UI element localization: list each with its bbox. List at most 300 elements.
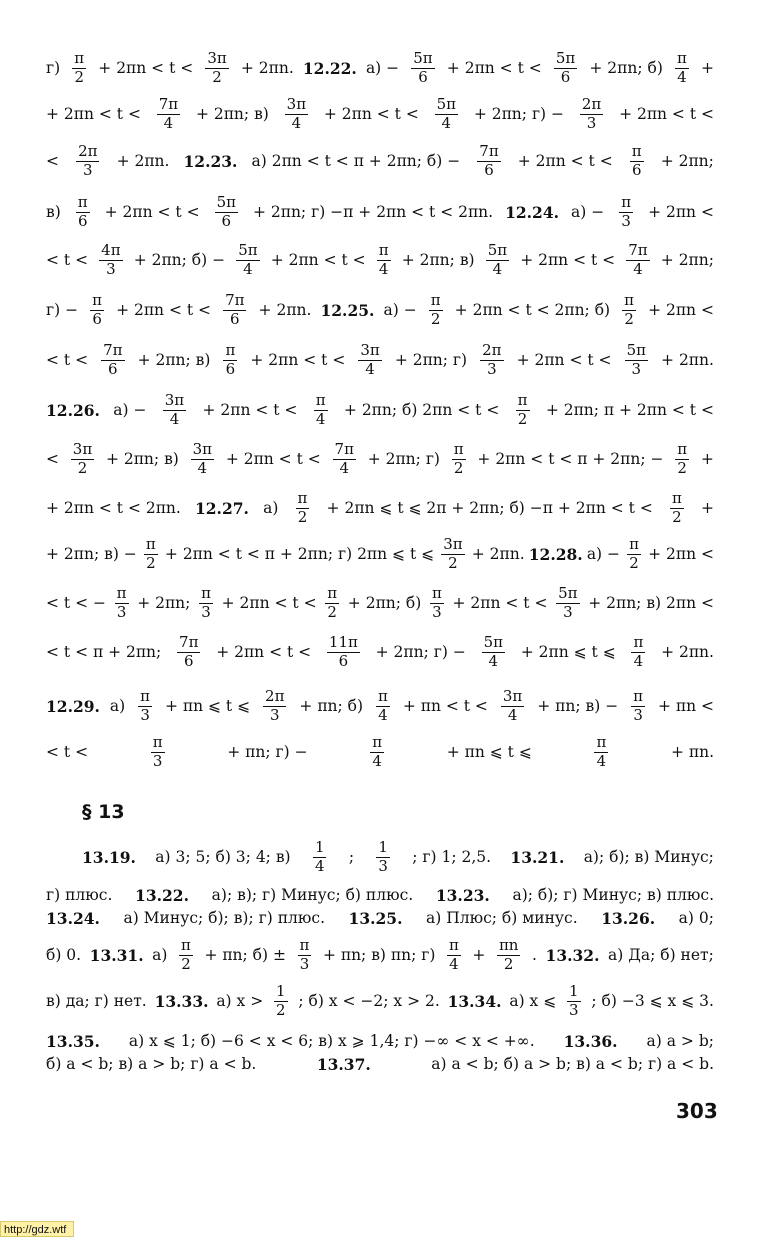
fraction — [477, 141, 500, 179]
fraction — [594, 732, 608, 770]
fraction-denominator: 2 — [629, 553, 639, 572]
problem-number: 13.35. — [46, 1031, 100, 1051]
text-segment: ; — [348, 848, 355, 866]
fraction-denominator: 3 — [140, 705, 150, 724]
text-segment: + 2πn; — [137, 594, 191, 612]
fraction-denominator: 2 — [181, 954, 191, 973]
fraction-numerator: π — [181, 935, 191, 954]
fraction — [298, 935, 312, 973]
fraction-denominator: 4 — [372, 751, 382, 770]
fraction — [76, 192, 90, 230]
fraction — [554, 48, 577, 86]
text-segment: + 2πn < t < — [516, 351, 612, 369]
text-segment: + 2πn < t < 2πn. — [46, 499, 181, 517]
fraction-numerator: π — [430, 290, 441, 309]
answer-line — [46, 92, 714, 136]
text-segment: + 2πn; в) — [195, 105, 269, 123]
answer-line — [46, 581, 714, 625]
fraction-denominator: 2 — [624, 309, 634, 328]
fraction — [101, 340, 124, 378]
answer-line — [46, 907, 714, 929]
fraction-denominator: 6 — [225, 359, 236, 378]
fraction — [191, 439, 214, 477]
text-segment: + 2πn. — [471, 545, 525, 563]
fraction — [179, 935, 193, 973]
fraction-numerator: π — [671, 488, 682, 507]
fraction — [263, 686, 286, 724]
fraction-numerator: π — [74, 48, 85, 67]
answer-line — [46, 730, 714, 774]
fraction — [163, 390, 186, 428]
problem-number: 13.25. — [348, 908, 403, 928]
fraction-denominator: 3 — [269, 705, 280, 724]
text-segment: а) 3; 5; б) 3; 4; в) — [155, 848, 291, 866]
fraction-numerator: π — [629, 534, 639, 553]
answer-line — [46, 139, 714, 183]
fraction — [151, 732, 165, 770]
fraction-denominator: 4 — [633, 259, 643, 278]
fraction-denominator: 4 — [378, 259, 389, 278]
fraction-numerator: 2π — [482, 340, 502, 359]
text-segment: + 2πn; в) 2πn < — [588, 594, 714, 612]
text-segment: + — [472, 946, 486, 964]
fraction-denominator: 4 — [378, 705, 388, 724]
fraction — [630, 141, 644, 179]
fraction-numerator: π — [621, 192, 632, 211]
fraction-numerator: 2π — [581, 94, 602, 113]
fraction-denominator: 3 — [299, 954, 310, 973]
text-segment: + 2πn < t < — [46, 105, 141, 123]
fraction-numerator: 7π — [628, 240, 648, 259]
fraction-numerator: π — [517, 390, 528, 409]
fraction-numerator: π — [448, 935, 459, 954]
fraction-denominator: 2 — [677, 458, 687, 477]
text-segment: + 2πn; π + 2πn < t < — [545, 401, 714, 419]
text-segment: а); б); г) Минус; в) плюс. — [512, 886, 714, 904]
fraction-numerator: 7π — [158, 94, 179, 113]
answer-line — [46, 684, 714, 728]
fraction — [631, 632, 645, 670]
answer-line — [46, 388, 714, 432]
fraction-numerator: 1 — [569, 981, 579, 1000]
fraction — [377, 240, 391, 278]
text-segment: + 2πn. — [661, 643, 714, 661]
fraction — [205, 48, 228, 86]
fraction-numerator: π — [624, 290, 635, 309]
fraction — [675, 48, 689, 86]
text-segment: + 2πn < t < — [323, 105, 419, 123]
fraction — [333, 439, 356, 477]
text-segment: < t < — [46, 351, 89, 369]
fraction-numerator: π — [596, 732, 607, 751]
fraction — [480, 340, 503, 378]
fraction-denominator: 4 — [197, 458, 208, 477]
fraction-denominator: 2 — [430, 309, 441, 328]
text-segment: + 2πn < t < — [270, 251, 366, 269]
text-segment: < t < π + 2πn; — [46, 643, 162, 661]
text-segment: + 2πn; в) − — [46, 545, 137, 563]
fraction-numerator: πn — [498, 935, 519, 954]
answer-line — [46, 238, 714, 282]
text-segment: + 2πn ⩽ t ⩽ — [520, 643, 616, 661]
text-segment: + 2πn; г) — [394, 351, 468, 369]
fraction-numerator: 5π — [626, 340, 646, 359]
fraction-numerator: 5π — [238, 240, 258, 259]
text-segment: + 2πn < t < — [520, 251, 616, 269]
text-segment: + 2πn < t < — [250, 351, 346, 369]
fraction-denominator: 6 — [108, 359, 118, 378]
fraction-numerator: π — [201, 583, 211, 602]
text-segment: < t < — [46, 251, 89, 269]
fraction-numerator: π — [315, 390, 326, 409]
fraction-denominator: 3 — [201, 602, 211, 621]
fraction — [314, 390, 328, 428]
text-segment: а) x ⩽ — [509, 992, 557, 1010]
fraction — [441, 534, 464, 572]
fraction-denominator: 6 — [183, 651, 194, 670]
fraction-numerator: 3π — [192, 439, 213, 458]
fraction-numerator: 5π — [555, 48, 576, 67]
text-segment: + — [700, 59, 714, 77]
fraction — [625, 340, 648, 378]
text-segment: а) Минус; б); в); г) плюс. — [123, 909, 325, 927]
text-segment: < — [46, 450, 59, 468]
fraction-denominator: 6 — [221, 211, 232, 230]
fraction-denominator: 6 — [77, 211, 88, 230]
problem-number: 13.19. — [82, 847, 136, 867]
fraction-denominator: 4 — [243, 259, 253, 278]
watermark-link[interactable]: http://gdz.wtf — [0, 1221, 74, 1237]
fraction-denominator: 3 — [378, 856, 388, 875]
problem-number: 12.25. — [320, 300, 375, 320]
text-segment: + 2πn < t < — [104, 203, 200, 221]
fraction-denominator: 3 — [586, 113, 597, 132]
fraction-denominator: 4 — [163, 113, 174, 132]
fraction-denominator: 3 — [83, 160, 93, 179]
fraction — [501, 686, 524, 724]
text-segment: + πn ⩽ t ⩽ — [446, 743, 532, 761]
text-segment: < t < − — [46, 594, 106, 612]
fraction-denominator: 4 — [314, 856, 325, 875]
text-segment: + 2πn; г) − — [473, 105, 565, 123]
fraction-denominator: 3 — [631, 359, 642, 378]
fraction-numerator: 7π — [179, 632, 199, 651]
fraction — [223, 290, 246, 328]
problem-number: 12.29. — [46, 696, 100, 716]
fraction-numerator: 3π — [286, 94, 307, 113]
fraction — [376, 686, 390, 724]
fraction-denominator: 4 — [365, 359, 375, 378]
fraction — [236, 240, 259, 278]
text-segment: б) 0. — [46, 946, 82, 964]
text-segment: + 2πn ⩽ t ⩽ 2π + 2πn; б) −π + 2πn < t < — [326, 499, 653, 517]
text-segment: + 2πn < t < π + 2πn; − — [477, 450, 664, 468]
text-segment: а); в); г) Минус; б) плюс. — [211, 886, 414, 904]
text-segment: + πn < t < — [402, 697, 488, 715]
text-segment: а) − — [383, 301, 417, 319]
fraction-denominator: 4 — [596, 751, 607, 770]
fraction-denominator: 3 — [621, 211, 631, 230]
fraction-numerator: π — [633, 686, 644, 705]
text-segment: а); б); в) Минус; — [583, 848, 714, 866]
fraction-denominator: 3 — [116, 602, 127, 621]
text-segment: + 2πn < t < — [202, 401, 298, 419]
text-segment: + 2πn; б) — [589, 59, 663, 77]
text-segment: а) − — [365, 59, 400, 77]
fraction-numerator: π — [372, 732, 383, 751]
fraction-numerator: π — [677, 439, 688, 458]
text-segment: + 2πn < t < π + 2πn; г) 2πn ⩽ t ⩽ — [164, 545, 435, 563]
problem-number: 13.36. — [563, 1031, 618, 1051]
fraction — [622, 290, 636, 328]
text-segment: в) да; г) нет. — [46, 992, 147, 1010]
fraction-numerator: π — [453, 439, 464, 458]
fraction — [435, 94, 458, 132]
fraction-numerator: 5π — [558, 583, 578, 602]
fraction-denominator: 2 — [503, 954, 514, 973]
fraction — [486, 240, 509, 278]
text-segment: + 2πn; б) − — [133, 251, 226, 269]
fraction-denominator: 6 — [338, 651, 349, 670]
text-segment: + πn. — [670, 743, 714, 761]
fraction — [429, 290, 443, 328]
fraction-denominator: 2 — [327, 602, 337, 621]
text-segment: + 2πn; б) — [347, 594, 422, 612]
text-segment: + 2πn < t < 2πn; б) — [454, 301, 611, 319]
fraction-denominator: 2 — [74, 67, 84, 86]
text-segment: + 2πn. — [258, 301, 312, 319]
fraction — [556, 583, 579, 621]
text-segment: + πn; б) — [299, 697, 364, 715]
answer-line — [46, 630, 714, 674]
fraction-denominator: 3 — [633, 705, 643, 724]
text-segment: ; б) x < −2; x > 2. — [298, 992, 440, 1010]
fraction-denominator: 4 — [492, 259, 503, 278]
fraction — [327, 632, 360, 670]
fraction-numerator: 1 — [378, 837, 388, 856]
text-segment: + — [700, 499, 714, 517]
text-segment: + 2πn < t < — [446, 59, 542, 77]
fraction — [482, 632, 505, 670]
fraction-denominator: 4 — [339, 458, 349, 477]
section-title: § 13 — [82, 801, 125, 823]
text-segment: + 2πn < — [648, 545, 714, 563]
fraction-denominator: 6 — [560, 67, 571, 86]
fraction-denominator: 2 — [672, 507, 682, 526]
text-segment: + 2πn; — [660, 251, 714, 269]
fraction — [580, 94, 603, 132]
fraction-numerator: 5π — [413, 48, 433, 67]
text-segment: < t < — [46, 743, 89, 761]
text-segment: г) − — [46, 301, 79, 319]
text-segment: а) x ⩽ 1; б) −6 < x < 6; в) x ⩾ 1,4; г) −∞ < x < +∞. — [128, 1032, 535, 1050]
problem-number: 13.26. — [601, 908, 656, 928]
fraction — [358, 340, 381, 378]
fraction-numerator: π — [299, 935, 310, 954]
problem-number: 13.31. — [89, 945, 144, 965]
fraction — [452, 439, 466, 477]
fraction-numerator: 3π — [164, 390, 185, 409]
fraction — [296, 488, 310, 526]
text-segment: + 2πn < t < — [452, 594, 548, 612]
text-segment: + 2πn < — [648, 203, 714, 221]
fraction — [411, 48, 434, 86]
fraction-numerator: π — [225, 340, 236, 359]
fraction-denominator: 4 — [441, 113, 452, 132]
fraction-denominator: 4 — [488, 651, 499, 670]
text-segment: б) a < b; в) a > b; г) a < b. — [46, 1055, 257, 1073]
fraction-numerator: 2π — [265, 686, 285, 705]
text-segment: а) a < b; б) a > b; в) a < b; г) a < b. — [431, 1055, 714, 1073]
text-segment: а) a > b; — [646, 1032, 714, 1050]
fraction — [619, 192, 633, 230]
text-segment: а) − — [586, 545, 621, 563]
fraction-numerator: π — [116, 583, 127, 602]
text-segment: + 2πn. — [116, 152, 170, 170]
fraction-denominator: 2 — [276, 1000, 286, 1019]
fraction — [516, 390, 530, 428]
fraction — [285, 94, 308, 132]
fraction-numerator: π — [677, 48, 687, 67]
fraction-numerator: 5π — [487, 240, 508, 259]
fraction — [72, 48, 86, 86]
answer-line — [46, 46, 714, 90]
fraction-numerator: π — [297, 488, 308, 507]
page-number: 303 — [676, 1099, 718, 1123]
fraction-numerator: π — [378, 240, 389, 259]
fraction-numerator: π — [145, 534, 156, 553]
answer-line — [46, 1053, 714, 1075]
text-segment: + πn; в) πn; г) — [322, 946, 436, 964]
text-segment: + πn; б) ± — [204, 946, 286, 964]
problem-number: 12.28. — [528, 544, 583, 564]
answer-line — [46, 933, 714, 977]
text-segment: ; г) 1; 2,5. — [412, 848, 492, 866]
answer-line — [82, 835, 714, 879]
fraction — [177, 632, 200, 670]
fraction-numerator: π — [327, 583, 338, 602]
fraction-numerator: π — [431, 583, 442, 602]
answer-line — [46, 532, 714, 576]
fraction-denominator: 2 — [453, 458, 464, 477]
fraction — [71, 439, 94, 477]
text-segment: а) x > — [216, 992, 264, 1010]
text-segment: + 2πn < t < — [216, 643, 312, 661]
fraction-denominator: 6 — [230, 309, 240, 328]
fraction-denominator: 4 — [291, 113, 302, 132]
text-segment: + 2πn; г) — [367, 450, 440, 468]
text-segment: + 2πn < t < — [98, 59, 194, 77]
fraction-numerator: 7π — [225, 290, 245, 309]
text-segment: + 2πn < — [648, 301, 714, 319]
text-segment: + 2πn. — [240, 59, 294, 77]
text-segment: + 2πn; г) − — [375, 643, 466, 661]
text-segment: + πn; в) − — [537, 697, 619, 715]
fraction-numerator: 4π — [101, 240, 121, 259]
fraction-denominator: 2 — [212, 67, 222, 86]
fraction-denominator: 4 — [449, 954, 459, 973]
problem-number: 13.34. — [447, 991, 502, 1011]
fraction-numerator: π — [152, 732, 163, 751]
text-segment: + 2πn; — [660, 152, 714, 170]
fraction — [157, 94, 180, 132]
fraction-denominator: 2 — [517, 409, 528, 428]
fraction — [76, 141, 99, 179]
text-segment: + 2πn; в) — [105, 450, 179, 468]
fraction — [199, 583, 213, 621]
answer-line — [46, 884, 714, 906]
problem-number: 13.24. — [46, 908, 100, 928]
fraction-numerator: π — [631, 141, 642, 160]
fraction-denominator: 3 — [569, 1000, 579, 1019]
fraction-numerator: π — [633, 632, 644, 651]
fraction-denominator: 3 — [152, 751, 163, 770]
fraction — [626, 240, 649, 278]
answer-line — [46, 338, 714, 382]
fraction-denominator: 3 — [106, 259, 116, 278]
fraction — [325, 583, 339, 621]
fraction-denominator: 3 — [432, 602, 442, 621]
problem-number: 12.24. — [505, 202, 560, 222]
fraction-denominator: 6 — [92, 309, 102, 328]
fraction-numerator: 7π — [479, 141, 499, 160]
problem-number: 12.22. — [302, 58, 357, 78]
fraction-denominator: 4 — [633, 651, 644, 670]
answer-line — [46, 486, 714, 530]
answer-line — [46, 190, 714, 234]
fraction — [115, 583, 129, 621]
fraction-denominator: 2 — [297, 507, 308, 526]
fraction — [90, 290, 104, 328]
fraction-numerator: 11π — [328, 632, 358, 651]
fraction-denominator: 6 — [631, 160, 642, 179]
fraction-numerator: π — [140, 686, 151, 705]
fraction — [223, 340, 237, 378]
fraction-denominator: 4 — [507, 705, 518, 724]
text-segment: + 2πn < t < — [517, 152, 613, 170]
fraction-numerator: 2π — [78, 141, 98, 160]
fraction-numerator: 3π — [360, 340, 380, 359]
text-segment: + 2πn; г) −π + 2πn < t < 2πn. — [252, 203, 494, 221]
fraction — [497, 935, 521, 973]
text-segment: а) — [109, 697, 126, 715]
fraction-numerator: 1 — [314, 837, 325, 856]
text-segment: + 2πn; б) 2πn < t < — [343, 401, 500, 419]
text-segment: а) Плюс; б) минус. — [426, 909, 578, 927]
fraction — [99, 240, 122, 278]
text-segment: а) − — [113, 401, 147, 419]
text-segment: + 2πn; в) — [401, 251, 475, 269]
problem-number: 13.33. — [154, 991, 209, 1011]
fraction-numerator: π — [378, 686, 388, 705]
fraction-numerator: 3π — [443, 534, 463, 553]
text-segment: + 2πn. — [661, 351, 714, 369]
fraction-numerator: 5π — [216, 192, 236, 211]
fraction-numerator: 5π — [436, 94, 457, 113]
fraction — [567, 981, 581, 1019]
fraction — [144, 534, 158, 572]
problem-number: 13.37. — [316, 1054, 371, 1074]
fraction-denominator: 4 — [169, 409, 180, 428]
fraction-numerator: 3π — [502, 686, 523, 705]
fraction-denominator: 3 — [563, 602, 573, 621]
text-segment: + 2πn < t < — [116, 301, 212, 319]
text-segment: г) плюс. — [46, 886, 113, 904]
fraction — [631, 686, 645, 724]
text-segment: + πn ⩽ t ⩽ — [165, 697, 251, 715]
text-segment: + 2πn < t < — [619, 105, 714, 123]
answer-line — [46, 288, 714, 332]
